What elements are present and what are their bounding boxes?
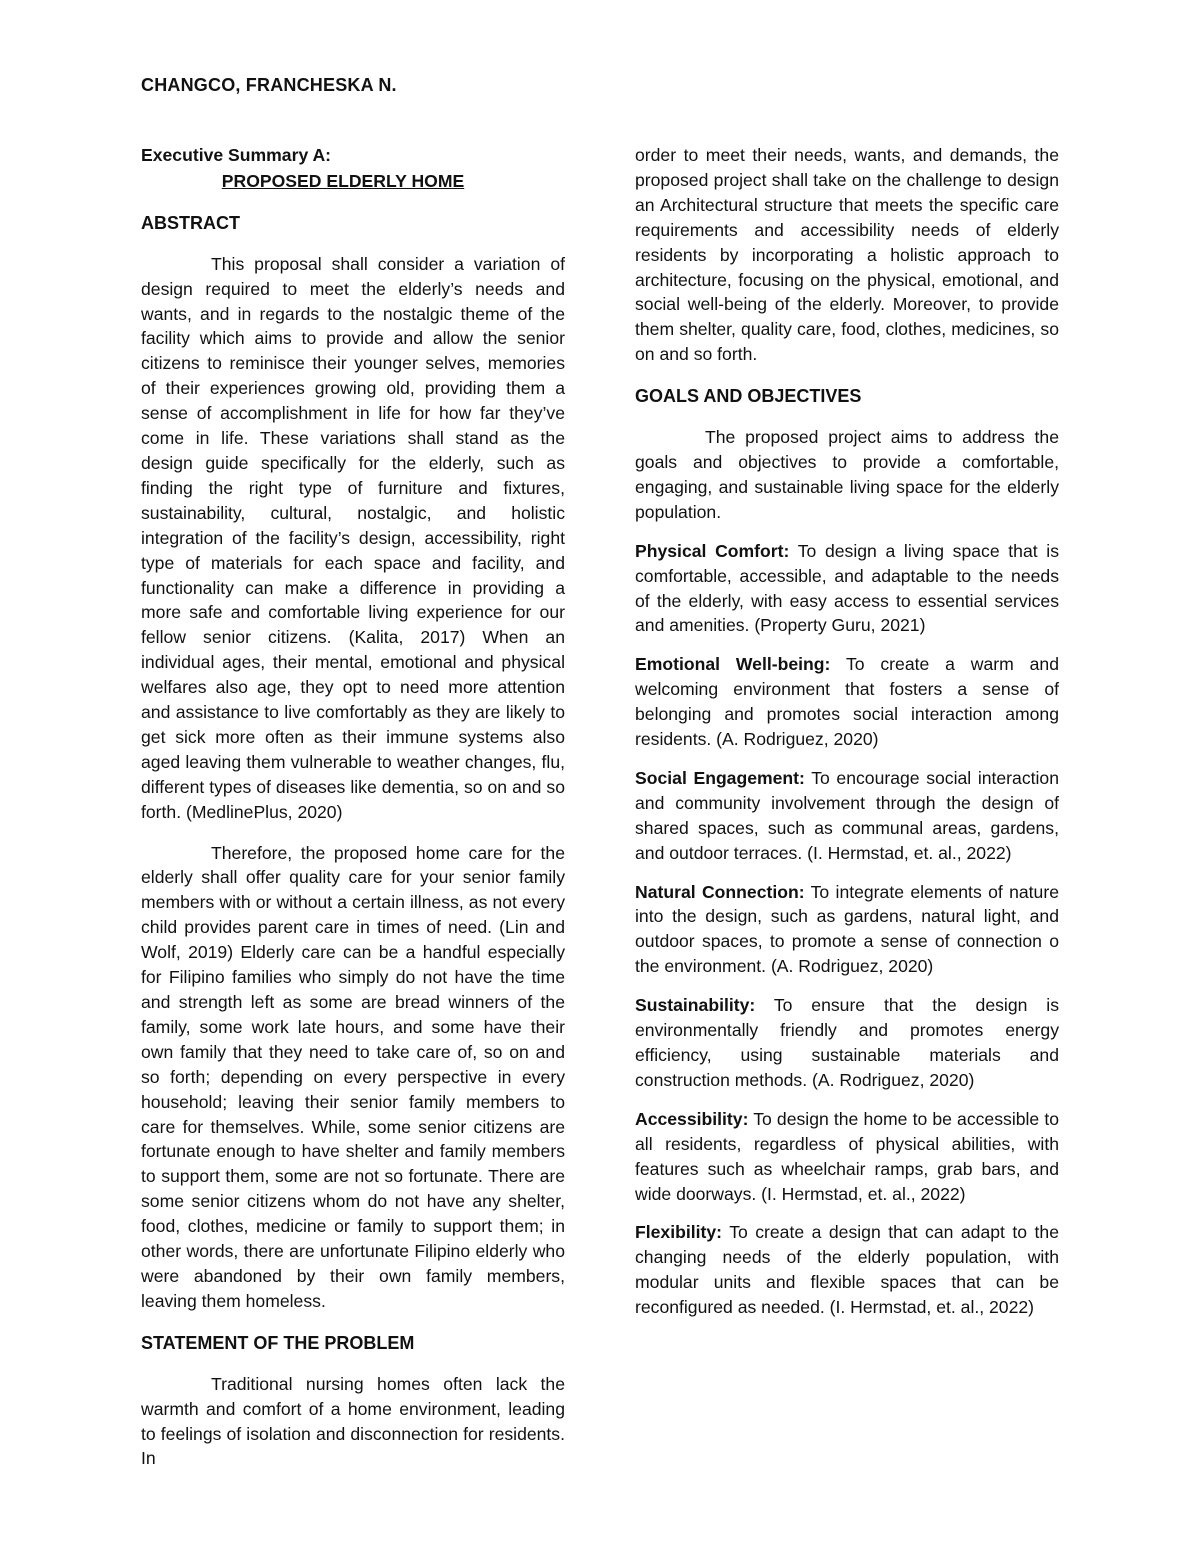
goal-label: Natural Connection: xyxy=(635,881,805,902)
goal-emotional-wellbeing xyxy=(635,652,1059,752)
executive-summary-label: Executive Summary A: xyxy=(141,145,332,165)
problem-paragraph-start: Traditional nursing homes often lack the warmth and comfort of a home environment, leading to feelings of isolation and disconnection for residents. In xyxy=(141,1373,565,1469)
goal-label: Sustainability: xyxy=(635,995,756,1016)
right-column xyxy=(635,143,1059,1320)
abstract-paragraph-1: This proposal shall consider a variation of design required to meet the elderly’s needs and wants, and in regards to the nostalgic theme of the facility which aims to provide and allow the senior citizens to reminisce their younger selves, memories of their experiences growing old, providing them a sense of accomplishment in life for how far they’ve come in life. These variations shall stand as the design guide specifically for the elderly, such as finding the right type of furniture and fixtures, sustainability, cultural, nostalgic, and holistic integration of the facility’s design, accessibility, right type of materials for each space and facility, and functionality can make a difference in providing a more safe and comfortable living experience for our fellow senior citizens. (Kalita, 2017) When an individual ages, their mental, emotional and physical welfares also age, they opt to need more attention and assistance to live comfortably as they are likely to get sick more often as their immune systems also aged leaving them vulnerable to weather changes, flu, different types of diseases like dementia, so on and so forth. (MedlinePlus, 2020) xyxy=(141,253,565,822)
goal-text: To create a design that can adapt to the changing needs of the elderly population, with modular units and flexible spaces that can be reconfigured as needed. (I. Hermstad, et. al., 2022) xyxy=(635,1222,1059,1318)
goal-text: To ensure that the design is environmentally friendly and promotes energy efficiency, using sustainable materials and construction methods. (A. Rodriguez, 2020) xyxy=(635,995,1059,1090)
left-column xyxy=(141,143,565,1471)
goal-sustainability xyxy=(635,993,1059,1093)
goal-text: To create a warm and welcoming environment that fosters a sense of belonging and promotes social interaction among residents. (A. Rodriguez, 2020) xyxy=(635,654,1059,750)
goal-text: To integrate elements of nature into the design, such as gardens, natural light, and outdoor spaces, to promote a sense of connection o the environment. (A. Rodriguez, 2020) xyxy=(635,881,1059,977)
goal-natural-connection xyxy=(635,880,1059,980)
goal-label: Flexibility: xyxy=(635,1222,723,1243)
abstract-paragraph-2: Therefore, the proposed home care for the elderly shall offer quality care for your senior family members with or without a certain illness, as not every child provides parent care in times of need. (Lin and Wolf, 2019) Elderly care can be a handful especially for Filipino families who simply do not have the time and strength left as some are bread winners of the family, some work late hours, and some have their own family that they need to take care of, so on and so forth; depending on every perspective in every household; leaving their senior family members to care for themselves. While, some senior citizens are fortunate enough to have shelter and family members to support them, some are not so fortunate. There are some senior citizens whom do not have any shelter, food, clothes, medicine or family to support them; in other words, there are unfortunate Filipino elderly who were abandoned by their own family members, leaving them homeless. xyxy=(141,842,565,1311)
goal-social-engagement xyxy=(635,766,1059,866)
goal-flexibility xyxy=(635,1220,1059,1320)
goal-text: To design the home to be accessible to all residents, regardless of physical abilities, with features such as wheelchair ramps, grab bars, and wide doorways. (I. Hermstad, et. al., 2022) xyxy=(635,1108,1059,1204)
abstract-heading: ABSTRACT xyxy=(141,212,240,233)
goals-heading: GOALS AND OBJECTIVES xyxy=(635,386,862,407)
goals-intro: The proposed project aims to address the goals and objectives to provide a comfortable, engaging, and sustainable living space for the elderly population. xyxy=(635,427,1059,522)
document-title: PROPOSED ELDERLY HOME xyxy=(221,170,465,191)
goal-label: Emotional Well-being: xyxy=(635,654,831,675)
problem-heading: STATEMENT OF THE PROBLEM xyxy=(141,1332,415,1353)
goal-physical-comfort xyxy=(635,539,1059,639)
goal-label: Social Engagement: xyxy=(635,767,805,788)
goal-label: Accessibility: xyxy=(635,1108,749,1129)
author-name: CHANGCO, FRANCHESKA N. xyxy=(141,75,397,95)
goal-accessibility xyxy=(635,1107,1059,1207)
problem-paragraph-continued: order to meet their needs, wants, and demands, the proposed project shall take on the challenge to design an Architectural structure that meets the specific care requirements and accessibility needs of elderly residents by incorporating a holistic approach to architecture, focusing on the physical, emotional, and social well-being of the elderly. Moreover, to provide them shelter, quality care, food, clothes, medicines, so on and so forth. xyxy=(635,145,1059,365)
goal-text: To encourage social interaction and community involvement through the design of shared spaces, such as communal areas, gardens, and outdoor terraces. (I. Hermstad, et. al., 2022) xyxy=(635,767,1059,863)
goal-text: To design a living space that is comfortable, accessible, and adaptable to the needs of the elderly, with easy access to essential services and amenities. (Property Guru, 2021) xyxy=(635,540,1059,636)
goal-label: Physical Comfort: xyxy=(635,540,790,561)
